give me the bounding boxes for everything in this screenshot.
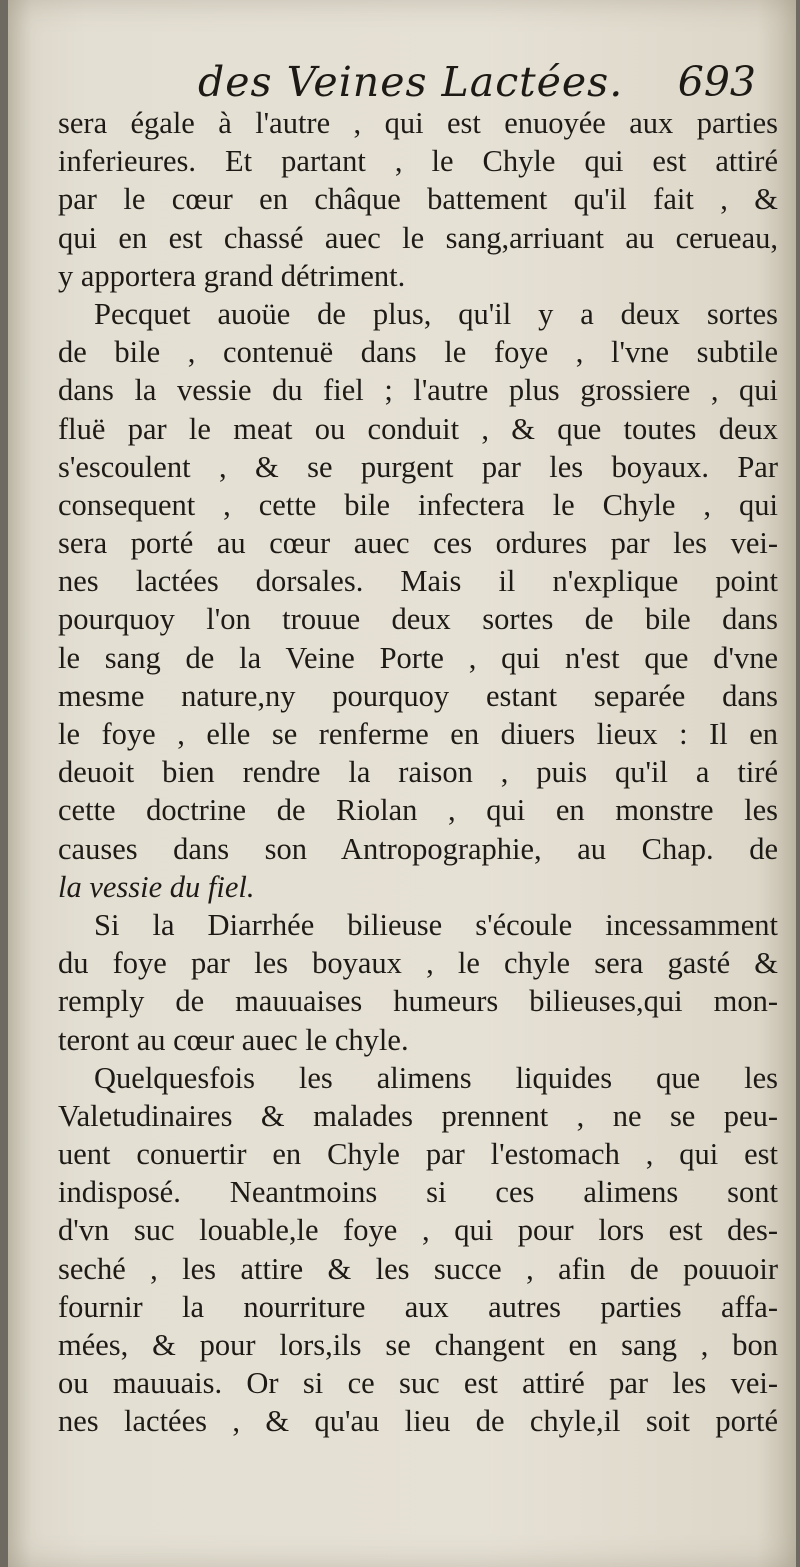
text-line: de bile , contenuë dans le foye , l'vne subtile bbox=[58, 335, 778, 370]
text-line: inferieures. Et partant , le Chyle qui est attiré bbox=[58, 144, 778, 179]
text-line: ou mauuais. Or si ce suc est attiré par les vei- bbox=[58, 1366, 778, 1401]
text-line: d'vn suc louable,le foye , qui pour lors est des- bbox=[58, 1213, 778, 1248]
text-line: le foye , elle se renferme en diuers lieux : Il en bbox=[58, 717, 778, 751]
text-line: Valetudinaires & malades prennent , ne se peu- bbox=[58, 1098, 778, 1133]
text-line: cette doctrine de Riolan , qui en monstre les bbox=[58, 793, 778, 828]
text-line: uent conuertir en Chyle par l'estomach , qui est bbox=[58, 1137, 778, 1172]
text-line: consequent , cette bile infectera le Chyle , qui bbox=[58, 487, 778, 522]
text-line: pourquoy l'on trouue deux sortes de bile dans bbox=[58, 602, 778, 637]
body-text bbox=[58, 104, 778, 1441]
text-line: sera égale à l'autre , qui est enuoyée aux parties bbox=[58, 106, 778, 140]
text-line: indisposé. Neantmoins si ces alimens sont bbox=[58, 1175, 778, 1210]
text-line: Quelquesfois les alimens liquides que les bbox=[94, 1060, 778, 1095]
text-line: qui en est chassé auec le sang,arriuant au cerueau, bbox=[58, 220, 778, 255]
text-line: mées, & pour lors,ils se changent en sang , bon bbox=[58, 1328, 778, 1362]
book-page bbox=[8, 0, 796, 1567]
text-line: deuoit bien rendre la raison , puis qu'il a tiré bbox=[58, 755, 778, 790]
text-line: remply de mauuaises humeurs bilieuses,qui mon- bbox=[58, 984, 778, 1019]
text-line: Si la Diarrhée bilieuse s'écoule incessamment bbox=[94, 907, 778, 942]
running-head-title: des Veines Lactées. bbox=[198, 58, 624, 106]
text-line: par le cœur en châque battement qu'il fait , & bbox=[58, 182, 778, 217]
page-number: 693 bbox=[677, 58, 756, 106]
text-line: fluë par le meat ou conduit , & que toutes deux bbox=[58, 411, 778, 446]
text-line: y apportera grand détriment. bbox=[58, 258, 406, 293]
text-line: la vessie du fiel. bbox=[58, 869, 255, 904]
text-line: mesme nature,ny pourquoy estant separée dans bbox=[58, 678, 778, 713]
text-line: s'escoulent , & se purgent par les boyaux. Par bbox=[58, 449, 778, 484]
text-line: Pecquet auoüe de plus, qu'il y a deux sortes bbox=[94, 296, 778, 331]
text-line: teront au cœur auec le chyle. bbox=[58, 1022, 409, 1057]
text-line: sera porté au cœur auec ces ordures par les vei- bbox=[58, 526, 778, 561]
text-line: dans la vessie du fiel ; l'autre plus grossiere , qui bbox=[58, 373, 778, 408]
text-line: causes dans son Antropographie, au Chap. de bbox=[58, 831, 778, 866]
text-line: le sang de la Veine Porte , qui n'est que d'vne bbox=[58, 640, 778, 675]
text-line: seché , les attire & les succe , afin de pouuoir bbox=[58, 1251, 778, 1286]
text-line: fournir la nourriture aux autres parties affa- bbox=[58, 1289, 778, 1324]
text-line: nes lactées dorsales. Mais il n'explique point bbox=[58, 564, 778, 599]
text-line: nes lactées , & qu'au lieu de chyle,il soit porté bbox=[58, 1404, 778, 1439]
text-line: du foye par les boyaux , le chyle sera gasté & bbox=[58, 946, 778, 981]
